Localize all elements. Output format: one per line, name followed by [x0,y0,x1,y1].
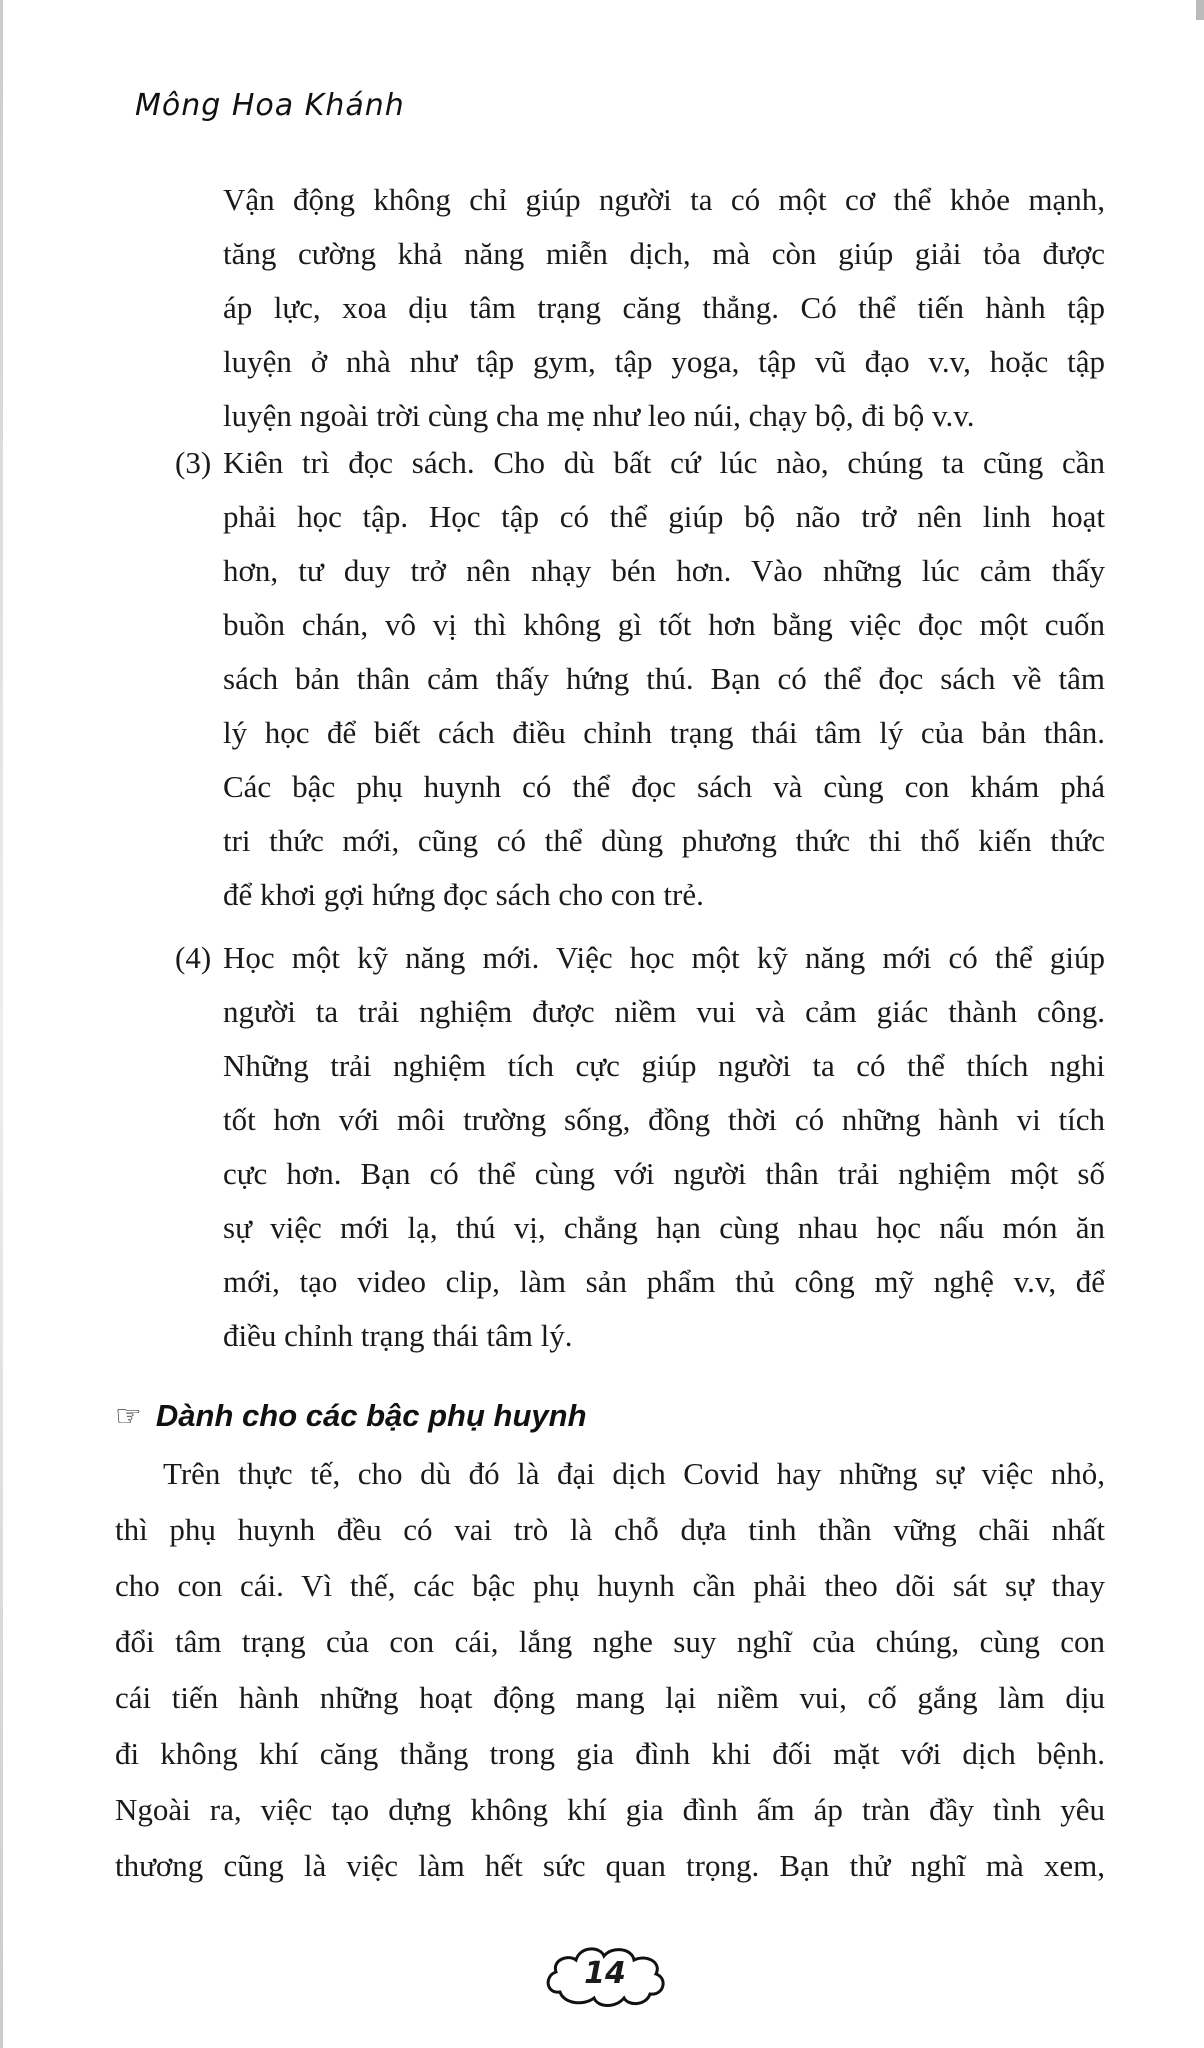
page-corner [1196,0,1204,20]
text-line: Trên thực tế, cho dù đó là đại dịch Covid hay những sự việc nhỏ, [163,1456,1105,1491]
text-line: áp lực, xoa dịu tâm trạng căng thẳng. Có thể tiến hành tập [223,290,1105,325]
text-line: phải học tập. Học tập có thể giúp bộ não trở nên linh hoạt [223,499,1105,534]
page-number: 14 [584,1956,626,1991]
text-line: đi không khí căng thẳng trong gia đình khi đối mặt với dịch bệnh. [115,1736,1105,1771]
text-line: sách bản thân cảm thấy hứng thú. Bạn có thể đọc sách về tâm [223,661,1105,696]
text-line: lý học để biết cách điều chỉnh trạng thái tâm lý của bản thân. [223,715,1105,750]
item-4-marker: (4) [175,940,212,975]
text-line: luyện ở nhà như tập gym, tập yoga, tập vũ đạo v.v, hoặc tập [223,344,1105,379]
text-line: Ngoài ra, việc tạo dựng không khí gia đình ấm áp tràn đầy tình yêu [115,1792,1105,1827]
section-title: Dành cho các bậc phụ huynh [155,1398,587,1433]
page-number-badge [540,1940,670,2012]
text-line: cực hơn. Bạn có thể cùng với người thân trải nghiệm một số [223,1156,1105,1191]
text-line: Những trải nghiệm tích cực giúp người ta có thể thích nghi [223,1048,1105,1083]
list-item-4 [223,931,1105,1363]
text-line: thương cũng là việc làm hết sức quan trọng. Bạn thử nghĩ mà xem, [115,1848,1105,1883]
text-line: luyện ngoài trời cùng cha mẹ như leo núi, chạy bộ, đi bộ v.v. [223,398,975,433]
list-item-3 [223,436,1105,922]
pointing-hand-icon: ☞ [115,1400,142,1433]
text-line: hơn, tư duy trở nên nhạy bén hơn. Vào những lúc cảm thấy [223,553,1105,588]
text-line: người ta trải nghiệm được niềm vui và cảm giác thành công. [223,994,1105,1029]
text-line: điều chỉnh trạng thái tâm lý. [223,1318,573,1353]
text-line: để khơi gợi hứng đọc sách cho con trẻ. [223,877,704,912]
text-line: đổi tâm trạng của con cái, lắng nghe suy nghĩ của chúng, cùng con [115,1624,1105,1659]
section-heading [115,1393,587,1439]
text-line: mới, tạo video clip, làm sản phẩm thủ công mỹ nghệ v.v, để [223,1264,1105,1299]
section-paragraph [115,1446,1105,1894]
text-line: tăng cường khả năng miễn dịch, mà còn giúp giải tỏa được [223,236,1105,271]
text-line: Học một kỹ năng mới. Việc học một kỹ năng mới có thể giúp [223,940,1105,975]
text-line: Các bậc phụ huynh có thể đọc sách và cùng con khám phá [223,769,1105,804]
running-header: Mông Hoa Khánh [135,88,405,123]
text-line: buồn chán, vô vị thì không gì tốt hơn bằng việc đọc một cuốn [223,607,1105,642]
text-line: sự việc mới lạ, thú vị, chẳng hạn cùng nhau học nấu món ăn [223,1210,1105,1245]
text-line: Vận động không chỉ giúp người ta có một cơ thể khỏe mạnh, [223,182,1105,217]
text-line: Kiên trì đọc sách. Cho dù bất cứ lúc nào, chúng ta cũng cần [223,445,1105,480]
paragraph-continuation [223,173,1105,443]
text-line: thì phụ huynh đều có vai trò là chỗ dựa tinh thần vững chãi nhất [115,1512,1105,1547]
text-line: cái tiến hành những hoạt động mang lại niềm vui, cố gắng làm dịu [115,1680,1105,1715]
page-edge [0,0,3,2048]
text-line: cho con cái. Vì thế, các bậc phụ huynh cần phải theo dõi sát sự thay [115,1568,1105,1603]
text-line: tri thức mới, cũng có thể dùng phương thức thi thố kiến thức [223,823,1105,858]
text-line: tốt hơn với môi trường sống, đồng thời có những hành vi tích [223,1102,1105,1137]
item-3-marker: (3) [175,445,212,480]
